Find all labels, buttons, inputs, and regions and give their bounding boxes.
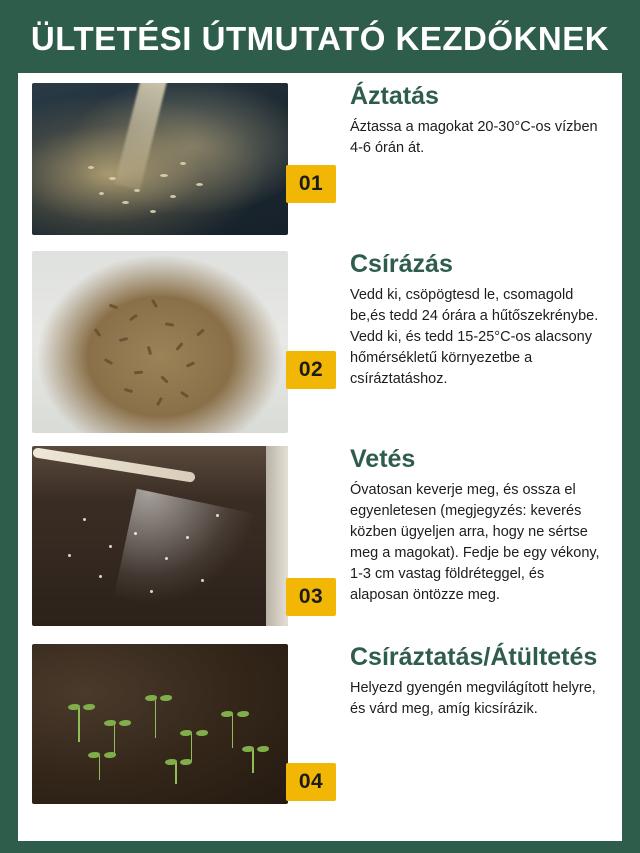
germinating-seed-pile-photo: [32, 251, 288, 433]
step-number-badge: 04: [286, 763, 336, 801]
step-item: [18, 241, 622, 436]
seeds-soaking-in-tray-photo: [32, 83, 288, 235]
page-title: ÜLTETÉSI ÚTMUTATÓ KEZDŐKNEK: [30, 20, 610, 57]
step-heading: Áztatás: [350, 81, 439, 110]
step-content: [288, 644, 612, 720]
step-heading: Csírázás: [350, 249, 453, 278]
step-heading: Vetés: [350, 444, 416, 473]
step-content: [288, 251, 612, 390]
step-content: [288, 83, 612, 159]
step-body: Óvatosan keverje meg, és ossza el egyenletesen (megjegyzés: keverés közben ügyeljen arra, hogy ne sértse meg a magokat). Fedje be egy vékony, 1-3 cm vastag földréteggel, és alaposan öntözze meg.: [350, 481, 600, 603]
step-content: [288, 446, 612, 606]
step-number-badge: 03: [286, 578, 336, 616]
watering-soil-tray-photo: [32, 446, 288, 626]
steps-card: [18, 73, 622, 841]
step-body: Vedd ki, csöpögtesd le, csomagold be,és tedd 24 órára a hűtőszekrénybe. Vedd ki, és tedd 15-25°C-os alacsony hőmérsékletű környezetbe a csíráztatáshoz.: [350, 286, 599, 387]
step-number-badge: 02: [286, 351, 336, 389]
step-number-badge: 01: [286, 165, 336, 203]
step-item: [18, 73, 622, 241]
seedlings-in-soil-photo: [32, 644, 288, 804]
step-heading: Csíráztatás/Átültetés: [350, 642, 598, 671]
step-body: Helyezd gyengén megvilágított helyre, és várd meg, amíg kicsírázik.: [350, 679, 596, 717]
step-body: Áztassa a magokat 20-30°C-os vízben 4-6 órán át.: [350, 118, 598, 156]
